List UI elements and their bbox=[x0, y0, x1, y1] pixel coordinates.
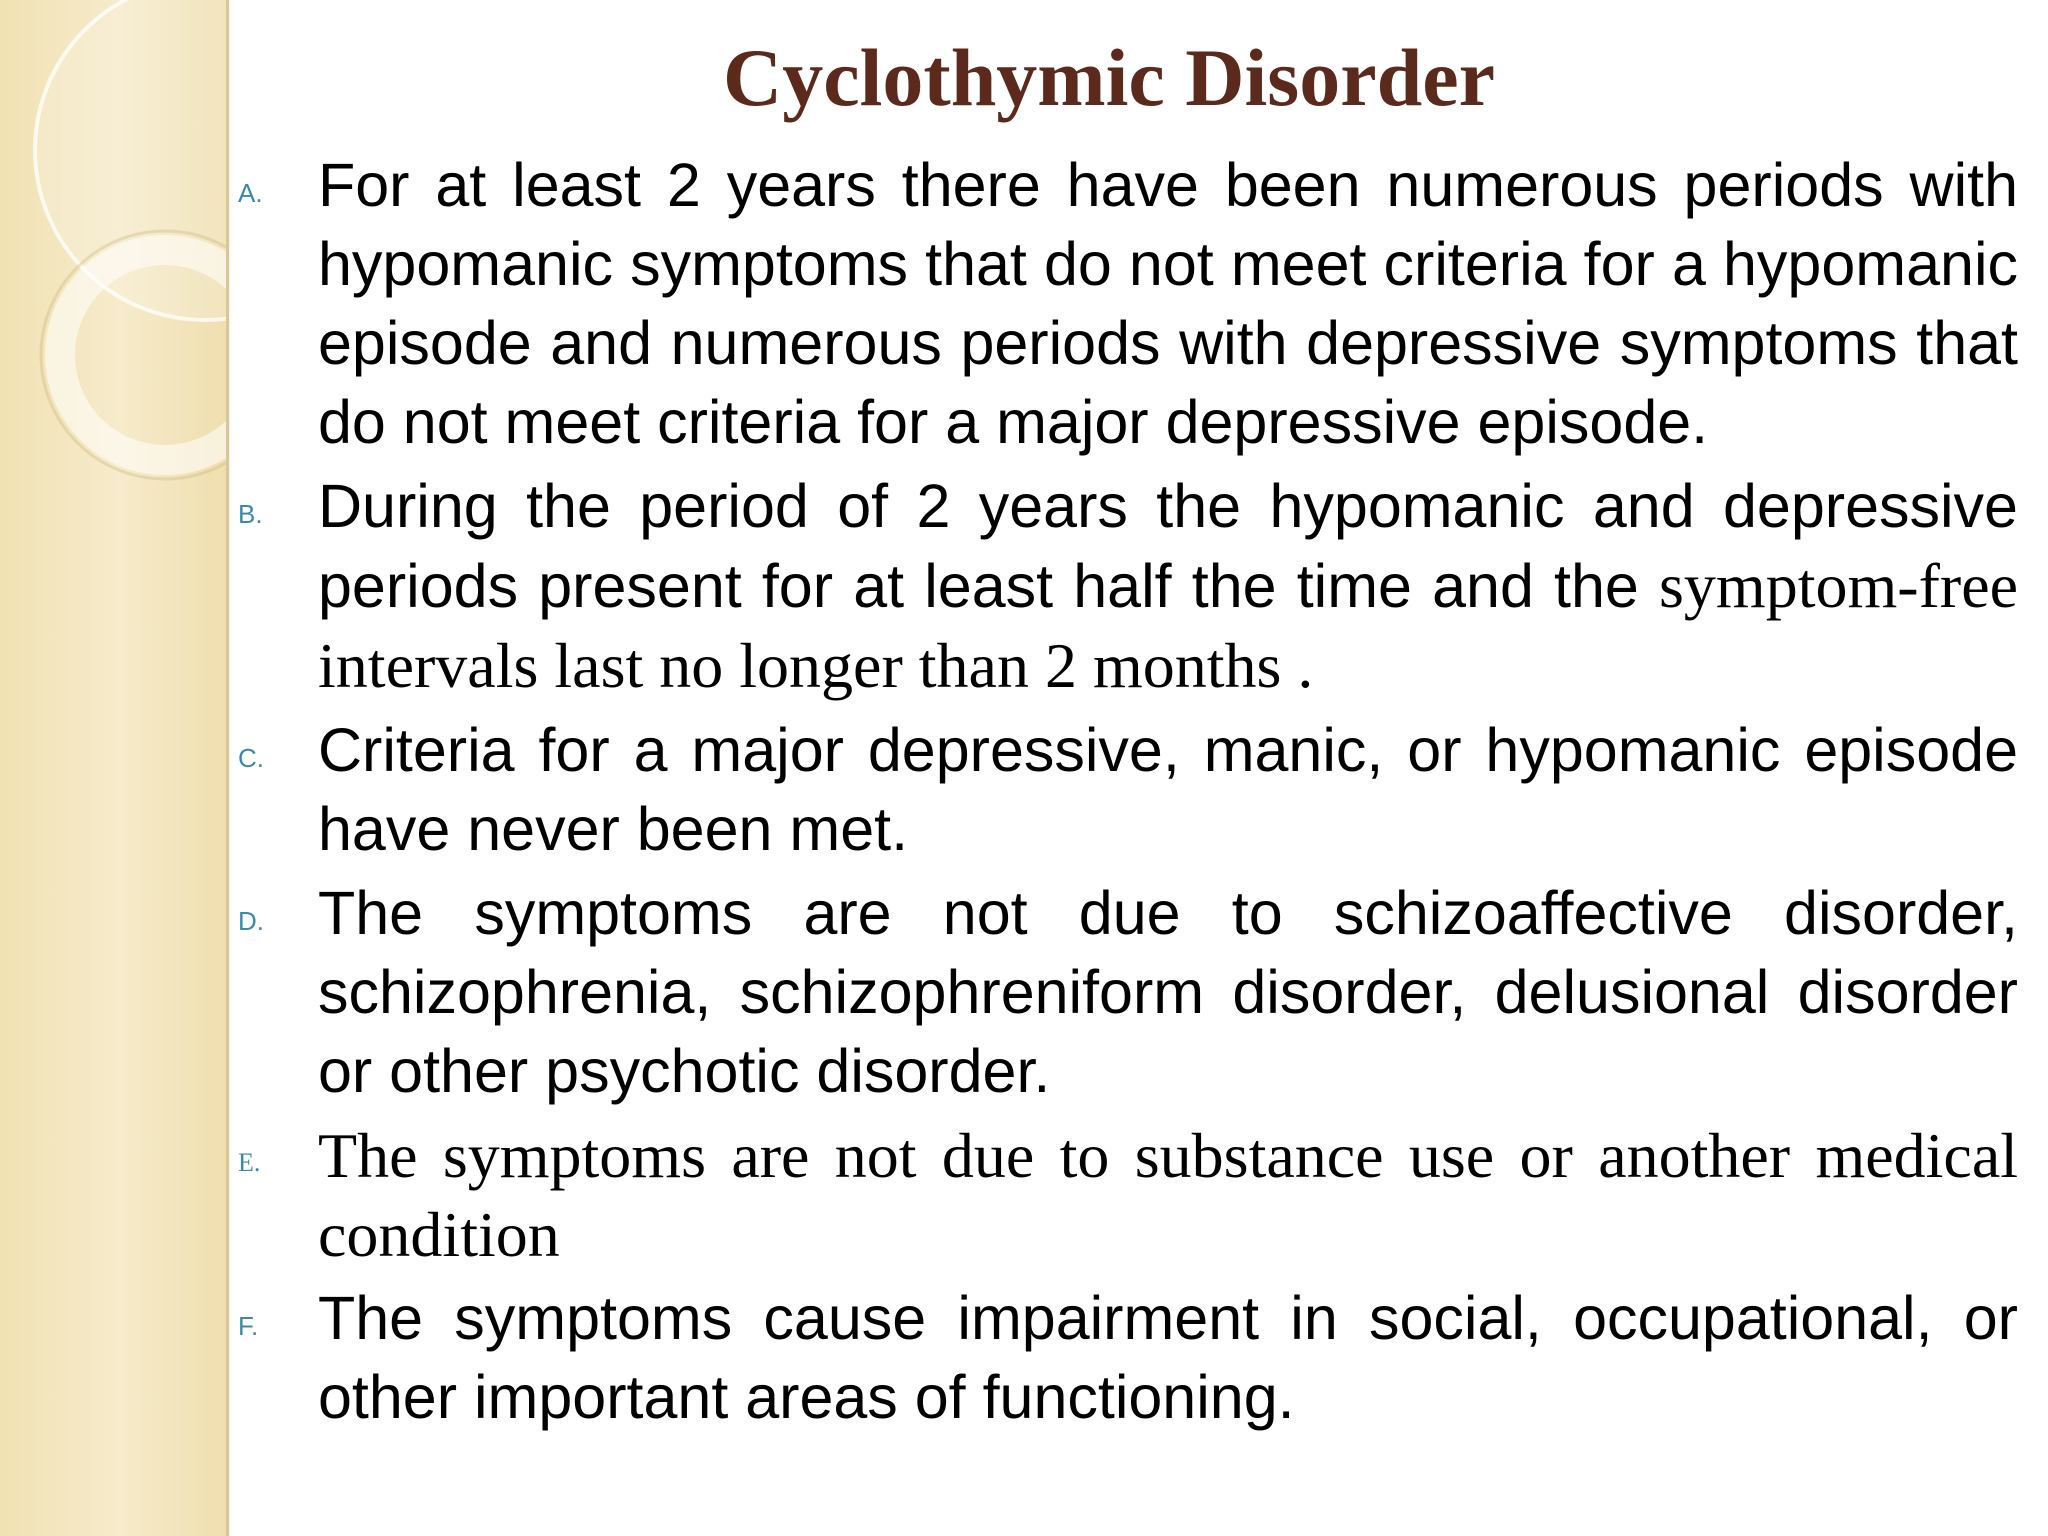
criterion-e bbox=[238, 1116, 2018, 1274]
criterion-marker: E. bbox=[238, 1148, 261, 1177]
side-band-edge bbox=[226, 0, 229, 1536]
criterion-text: Criteria for a major depressive, manic, or hypomanic episode have never been met. bbox=[318, 716, 2018, 863]
criterion-marker: C. bbox=[238, 743, 264, 773]
criterion-text: The symptoms are not due to substance use or another medical condition bbox=[318, 1120, 2018, 1270]
large-ring-shape bbox=[35, 0, 226, 320]
criterion-a bbox=[238, 146, 2018, 462]
criterion-text: The symptoms are not due to schizoaffective disorder, schizophrenia, schizophreniform disorder, delusional disorder or other psychotic disorder. bbox=[318, 879, 2018, 1105]
criterion-c bbox=[238, 711, 2018, 869]
criterion-text bbox=[318, 467, 2018, 706]
criterion-marker: D. bbox=[238, 906, 264, 936]
slide-title: Cyclothymic Disorder bbox=[723, 32, 1495, 123]
criteria-list bbox=[238, 146, 2018, 1442]
criterion-marker: B. bbox=[238, 499, 263, 529]
criterion-f bbox=[238, 1279, 2018, 1437]
criterion-marker: F. bbox=[238, 1311, 259, 1341]
criterion-d bbox=[238, 874, 2018, 1111]
criterion-b bbox=[238, 467, 2018, 706]
decorative-rings bbox=[0, 0, 226, 1536]
criterion-text-sans-part: During the period of 2 years the hypomanic and depressive periods present for at least half the time and the bbox=[318, 472, 2018, 620]
criterion-text: For at least 2 years there have been numerous periods with hypomanic symptoms that do not meet criteria for a hypomanic episode and numerous periods with depressive symptoms that do not meet criteria for a major depressive episode. bbox=[318, 151, 2018, 456]
criterion-text: The symptoms cause impairment in social, occupational, or other important areas of functioning. bbox=[318, 1284, 2018, 1431]
criterion-marker: A. bbox=[238, 178, 263, 208]
criterion-text-serif-part: symptom-free intervals last no longer than 2 months . bbox=[318, 550, 2018, 701]
decorative-side-band bbox=[0, 0, 226, 1536]
